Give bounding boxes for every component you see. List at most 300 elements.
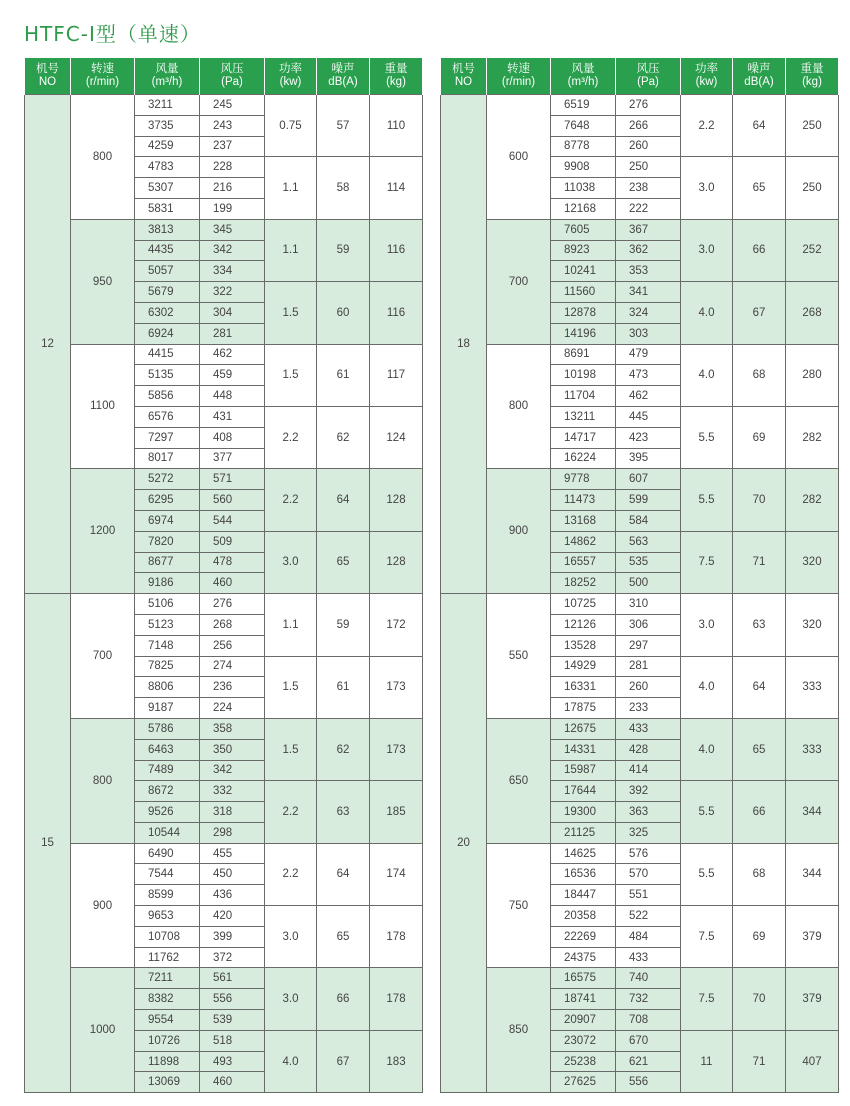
pressure-cell: 544 [200, 510, 265, 531]
pressure-cell: 297 [616, 635, 681, 656]
airflow-cell: 18741 [551, 989, 616, 1010]
pressure-cell: 395 [616, 448, 681, 469]
speed-cell: 800 [71, 718, 135, 843]
pressure-cell: 455 [200, 843, 265, 864]
speed-cell: 1200 [71, 469, 135, 594]
header-speed: 转速 (r/min) [71, 58, 135, 95]
power-cell: 5.5 [681, 406, 733, 468]
pressure-cell: 414 [616, 760, 681, 781]
airflow-cell: 7211 [135, 968, 200, 989]
spec-table-left [24, 58, 423, 1093]
pressure-cell: 237 [200, 136, 265, 157]
pressure-cell: 334 [200, 261, 265, 282]
power-cell: 1.5 [265, 656, 317, 718]
airflow-cell: 5272 [135, 469, 200, 490]
weight-cell: 116 [370, 219, 423, 281]
pressure-cell: 342 [200, 760, 265, 781]
pressure-cell: 518 [200, 1030, 265, 1051]
airflow-cell: 11473 [551, 490, 616, 511]
weight-cell: 379 [786, 906, 839, 968]
airflow-cell: 7825 [135, 656, 200, 677]
airflow-cell: 9526 [135, 802, 200, 823]
airflow-cell: 14625 [551, 843, 616, 864]
airflow-cell: 12878 [551, 302, 616, 323]
pressure-cell: 478 [200, 552, 265, 573]
airflow-cell: 7648 [551, 115, 616, 136]
airflow-cell: 6490 [135, 843, 200, 864]
power-cell: 5.5 [681, 843, 733, 905]
pressure-cell: 392 [616, 781, 681, 802]
speed-cell: 750 [487, 843, 551, 968]
airflow-cell: 5307 [135, 178, 200, 199]
airflow-cell: 5786 [135, 718, 200, 739]
header-machine-no: 机号 NO [25, 58, 71, 95]
airflow-cell: 13069 [135, 1072, 200, 1093]
airflow-cell: 8599 [135, 885, 200, 906]
header-weight: 重量 (kg) [786, 58, 839, 95]
airflow-cell: 6295 [135, 490, 200, 511]
airflow-cell: 9908 [551, 157, 616, 178]
pressure-cell: 304 [200, 302, 265, 323]
noise-cell: 59 [317, 594, 370, 656]
noise-cell: 68 [733, 843, 786, 905]
noise-cell: 65 [317, 906, 370, 968]
airflow-cell: 10544 [135, 822, 200, 843]
airflow-cell: 9186 [135, 573, 200, 594]
airflow-cell: 9778 [551, 469, 616, 490]
pressure-cell: 245 [200, 95, 265, 116]
pressure-cell: 460 [200, 573, 265, 594]
pressure-cell: 325 [616, 822, 681, 843]
power-cell: 2.2 [265, 469, 317, 531]
airflow-cell: 11898 [135, 1051, 200, 1072]
pressure-cell: 450 [200, 864, 265, 885]
pressure-cell: 276 [200, 594, 265, 615]
noise-cell: 58 [317, 157, 370, 219]
pressure-cell: 571 [200, 469, 265, 490]
table-row [25, 843, 423, 864]
airflow-cell: 10708 [135, 926, 200, 947]
weight-cell: 116 [370, 282, 423, 344]
noise-cell: 69 [733, 406, 786, 468]
pressure-cell: 276 [616, 95, 681, 116]
airflow-cell: 10726 [135, 1030, 200, 1051]
weight-cell: 117 [370, 344, 423, 406]
machine-no-cell: 15 [25, 594, 71, 1093]
table-row [441, 968, 839, 989]
airflow-cell: 23072 [551, 1030, 616, 1051]
weight-cell: 185 [370, 781, 423, 843]
airflow-cell: 14331 [551, 739, 616, 760]
pressure-cell: 570 [616, 864, 681, 885]
pressure-cell: 539 [200, 1010, 265, 1031]
pressure-cell: 500 [616, 573, 681, 594]
airflow-cell: 3735 [135, 115, 200, 136]
pressure-cell: 341 [616, 282, 681, 303]
weight-cell: 250 [786, 157, 839, 219]
weight-cell: 250 [786, 95, 839, 157]
power-cell: 1.1 [265, 594, 317, 656]
airflow-cell: 17875 [551, 698, 616, 719]
airflow-cell: 7820 [135, 531, 200, 552]
table-row [25, 469, 423, 490]
pressure-cell: 621 [616, 1051, 681, 1072]
header-noise: 噪声 dB(A) [317, 58, 370, 95]
header-machine-no: 机号 NO [441, 58, 487, 95]
pressure-cell: 358 [200, 718, 265, 739]
pressure-cell: 599 [616, 490, 681, 511]
speed-cell: 600 [487, 95, 551, 220]
airflow-cell: 6924 [135, 323, 200, 344]
airflow-cell: 16575 [551, 968, 616, 989]
pressure-cell: 268 [200, 614, 265, 635]
machine-no-cell: 18 [441, 95, 487, 594]
pressure-cell: 256 [200, 635, 265, 656]
airflow-cell: 11560 [551, 282, 616, 303]
airflow-cell: 27625 [551, 1072, 616, 1093]
airflow-cell: 3813 [135, 219, 200, 240]
noise-cell: 66 [733, 781, 786, 843]
airflow-cell: 9653 [135, 906, 200, 927]
weight-cell: 128 [370, 531, 423, 593]
pressure-cell: 377 [200, 448, 265, 469]
noise-cell: 67 [317, 1030, 370, 1092]
pressure-cell: 310 [616, 594, 681, 615]
pressure-cell: 260 [616, 677, 681, 698]
airflow-cell: 7605 [551, 219, 616, 240]
airflow-cell: 14862 [551, 531, 616, 552]
airflow-cell: 12126 [551, 614, 616, 635]
table-header-row [25, 58, 423, 95]
airflow-cell: 8672 [135, 781, 200, 802]
pressure-cell: 224 [200, 698, 265, 719]
noise-cell: 63 [317, 781, 370, 843]
airflow-cell: 18447 [551, 885, 616, 906]
noise-cell: 67 [733, 282, 786, 344]
pressure-cell: 342 [200, 240, 265, 261]
pressure-cell: 576 [616, 843, 681, 864]
speed-cell: 700 [487, 219, 551, 344]
airflow-cell: 5123 [135, 614, 200, 635]
airflow-cell: 4783 [135, 157, 200, 178]
noise-cell: 59 [317, 219, 370, 281]
noise-cell: 66 [733, 219, 786, 281]
airflow-cell: 13528 [551, 635, 616, 656]
weight-cell: 407 [786, 1030, 839, 1092]
pressure-cell: 363 [616, 802, 681, 823]
pressure-cell: 462 [616, 386, 681, 407]
header-pressure: 风压 (Pa) [200, 58, 265, 95]
airflow-cell: 7544 [135, 864, 200, 885]
pressure-cell: 260 [616, 136, 681, 157]
header-speed: 转速 (r/min) [487, 58, 551, 95]
pressure-cell: 522 [616, 906, 681, 927]
airflow-cell: 12168 [551, 198, 616, 219]
page-title: HTFC-Ⅰ型（单速） [24, 22, 201, 46]
power-cell: 3.0 [265, 968, 317, 1030]
noise-cell: 62 [317, 718, 370, 780]
airflow-cell: 7148 [135, 635, 200, 656]
pressure-cell: 420 [200, 906, 265, 927]
pressure-cell: 324 [616, 302, 681, 323]
pressure-cell: 670 [616, 1030, 681, 1051]
pressure-cell: 445 [616, 406, 681, 427]
pressure-cell: 436 [200, 885, 265, 906]
table-row [441, 594, 839, 615]
noise-cell: 61 [317, 656, 370, 718]
header-power: 功率 (kw) [265, 58, 317, 95]
pressure-cell: 732 [616, 989, 681, 1010]
pressure-cell: 460 [200, 1072, 265, 1093]
table-row [25, 718, 423, 739]
weight-cell: 282 [786, 469, 839, 531]
header-power: 功率 (kw) [681, 58, 733, 95]
pressure-cell: 556 [616, 1072, 681, 1093]
airflow-cell: 5856 [135, 386, 200, 407]
pressure-cell: 459 [200, 365, 265, 386]
pressure-cell: 222 [616, 198, 681, 219]
power-cell: 1.1 [265, 157, 317, 219]
speed-cell: 550 [487, 594, 551, 719]
power-cell: 3.0 [681, 157, 733, 219]
noise-cell: 70 [733, 469, 786, 531]
airflow-cell: 7297 [135, 427, 200, 448]
airflow-cell: 5135 [135, 365, 200, 386]
speed-cell: 1000 [71, 968, 135, 1093]
power-cell: 4.0 [681, 344, 733, 406]
noise-cell: 63 [733, 594, 786, 656]
noise-cell: 61 [317, 344, 370, 406]
airflow-cell: 4259 [135, 136, 200, 157]
airflow-cell: 10241 [551, 261, 616, 282]
pressure-cell: 362 [616, 240, 681, 261]
pressure-cell: 584 [616, 510, 681, 531]
power-cell: 0.75 [265, 95, 317, 157]
noise-cell: 70 [733, 968, 786, 1030]
power-cell: 1.5 [265, 282, 317, 344]
airflow-cell: 15987 [551, 760, 616, 781]
pressure-cell: 332 [200, 781, 265, 802]
weight-cell: 110 [370, 95, 423, 157]
weight-cell: 124 [370, 406, 423, 468]
pressure-cell: 236 [200, 677, 265, 698]
airflow-cell: 11762 [135, 947, 200, 968]
pressure-cell: 479 [616, 344, 681, 365]
airflow-cell: 21125 [551, 822, 616, 843]
pressure-cell: 233 [616, 698, 681, 719]
pressure-cell: 243 [200, 115, 265, 136]
airflow-cell: 8778 [551, 136, 616, 157]
pressure-cell: 216 [200, 178, 265, 199]
airflow-cell: 7489 [135, 760, 200, 781]
weight-cell: 114 [370, 157, 423, 219]
power-cell: 2.2 [265, 406, 317, 468]
pressure-cell: 607 [616, 469, 681, 490]
airflow-cell: 17644 [551, 781, 616, 802]
weight-cell: 344 [786, 781, 839, 843]
pressure-cell: 298 [200, 822, 265, 843]
airflow-cell: 8677 [135, 552, 200, 573]
table-row [25, 344, 423, 365]
power-cell: 7.5 [681, 906, 733, 968]
table-row [441, 843, 839, 864]
power-cell: 4.0 [265, 1030, 317, 1092]
pressure-cell: 556 [200, 989, 265, 1010]
power-cell: 5.5 [681, 781, 733, 843]
airflow-cell: 9187 [135, 698, 200, 719]
pressure-cell: 560 [200, 490, 265, 511]
spec-table-right [440, 58, 839, 1093]
pressure-cell: 318 [200, 802, 265, 823]
pressure-cell: 551 [616, 885, 681, 906]
airflow-cell: 14929 [551, 656, 616, 677]
speed-cell: 650 [487, 718, 551, 843]
weight-cell: 128 [370, 469, 423, 531]
airflow-cell: 8382 [135, 989, 200, 1010]
pressure-cell: 350 [200, 739, 265, 760]
weight-cell: 174 [370, 843, 423, 905]
pressure-cell: 561 [200, 968, 265, 989]
pressure-cell: 448 [200, 386, 265, 407]
table-row [441, 718, 839, 739]
airflow-cell: 8923 [551, 240, 616, 261]
airflow-cell: 13211 [551, 406, 616, 427]
pressure-cell: 228 [200, 157, 265, 178]
pressure-cell: 462 [200, 344, 265, 365]
machine-no-cell: 12 [25, 95, 71, 594]
table-row [441, 344, 839, 365]
pressure-cell: 708 [616, 1010, 681, 1031]
airflow-cell: 24375 [551, 947, 616, 968]
machine-no-cell: 20 [441, 594, 487, 1093]
airflow-cell: 9554 [135, 1010, 200, 1031]
pressure-cell: 740 [616, 968, 681, 989]
speed-cell: 950 [71, 219, 135, 344]
power-cell: 1.5 [265, 344, 317, 406]
pressure-cell: 535 [616, 552, 681, 573]
table-row [441, 469, 839, 490]
noise-cell: 68 [733, 344, 786, 406]
weight-cell: 173 [370, 718, 423, 780]
power-cell: 7.5 [681, 968, 733, 1030]
airflow-cell: 6576 [135, 406, 200, 427]
table-row [25, 95, 423, 116]
weight-cell: 320 [786, 594, 839, 656]
airflow-cell: 3211 [135, 95, 200, 116]
pressure-cell: 306 [616, 614, 681, 635]
airflow-cell: 6463 [135, 739, 200, 760]
noise-cell: 65 [733, 157, 786, 219]
airflow-cell: 22269 [551, 926, 616, 947]
speed-cell: 900 [71, 843, 135, 968]
speed-cell: 850 [487, 968, 551, 1093]
weight-cell: 282 [786, 406, 839, 468]
pressure-cell: 423 [616, 427, 681, 448]
pressure-cell: 345 [200, 219, 265, 240]
noise-cell: 64 [733, 95, 786, 157]
noise-cell: 65 [733, 718, 786, 780]
noise-cell: 71 [733, 531, 786, 593]
speed-cell: 700 [71, 594, 135, 719]
airflow-cell: 16331 [551, 677, 616, 698]
weight-cell: 344 [786, 843, 839, 905]
airflow-cell: 20907 [551, 1010, 616, 1031]
header-airflow: 风量 (m³/h) [551, 58, 616, 95]
power-cell: 3.0 [265, 906, 317, 968]
weight-cell: 172 [370, 594, 423, 656]
airflow-cell: 20358 [551, 906, 616, 927]
pressure-cell: 353 [616, 261, 681, 282]
table-row [441, 95, 839, 116]
power-cell: 7.5 [681, 531, 733, 593]
airflow-cell: 16557 [551, 552, 616, 573]
pressure-cell: 473 [616, 365, 681, 386]
table-row [25, 968, 423, 989]
weight-cell: 333 [786, 656, 839, 718]
power-cell: 11 [681, 1030, 733, 1092]
pressure-cell: 563 [616, 531, 681, 552]
airflow-cell: 14717 [551, 427, 616, 448]
power-cell: 1.5 [265, 718, 317, 780]
airflow-cell: 8691 [551, 344, 616, 365]
header-noise: 噪声 dB(A) [733, 58, 786, 95]
pressure-cell: 238 [616, 178, 681, 199]
pressure-cell: 322 [200, 282, 265, 303]
pressure-cell: 281 [200, 323, 265, 344]
power-cell: 1.1 [265, 219, 317, 281]
airflow-cell: 8806 [135, 677, 200, 698]
power-cell: 3.0 [265, 531, 317, 593]
weight-cell: 178 [370, 968, 423, 1030]
pressure-cell: 199 [200, 198, 265, 219]
airflow-cell: 6302 [135, 302, 200, 323]
noise-cell: 64 [733, 656, 786, 718]
airflow-cell: 4435 [135, 240, 200, 261]
power-cell: 5.5 [681, 469, 733, 531]
noise-cell: 62 [317, 406, 370, 468]
power-cell: 2.2 [265, 843, 317, 905]
weight-cell: 183 [370, 1030, 423, 1092]
airflow-cell: 6519 [551, 95, 616, 116]
pressure-cell: 266 [616, 115, 681, 136]
power-cell: 2.2 [265, 781, 317, 843]
airflow-cell: 25238 [551, 1051, 616, 1072]
power-cell: 4.0 [681, 656, 733, 718]
airflow-cell: 13168 [551, 510, 616, 531]
header-pressure: 风压 (Pa) [616, 58, 681, 95]
pressure-cell: 509 [200, 531, 265, 552]
airflow-cell: 12675 [551, 718, 616, 739]
speed-cell: 800 [487, 344, 551, 469]
noise-cell: 69 [733, 906, 786, 968]
speed-cell: 1100 [71, 344, 135, 469]
noise-cell: 64 [317, 843, 370, 905]
power-cell: 3.0 [681, 594, 733, 656]
airflow-cell: 5679 [135, 282, 200, 303]
airflow-cell: 5106 [135, 594, 200, 615]
pressure-cell: 431 [200, 406, 265, 427]
weight-cell: 178 [370, 906, 423, 968]
airflow-cell: 19300 [551, 802, 616, 823]
airflow-cell: 11704 [551, 386, 616, 407]
speed-cell: 900 [487, 469, 551, 594]
pressure-cell: 303 [616, 323, 681, 344]
pressure-cell: 274 [200, 656, 265, 677]
power-cell: 4.0 [681, 718, 733, 780]
noise-cell: 57 [317, 95, 370, 157]
pressure-cell: 493 [200, 1051, 265, 1072]
noise-cell: 60 [317, 282, 370, 344]
